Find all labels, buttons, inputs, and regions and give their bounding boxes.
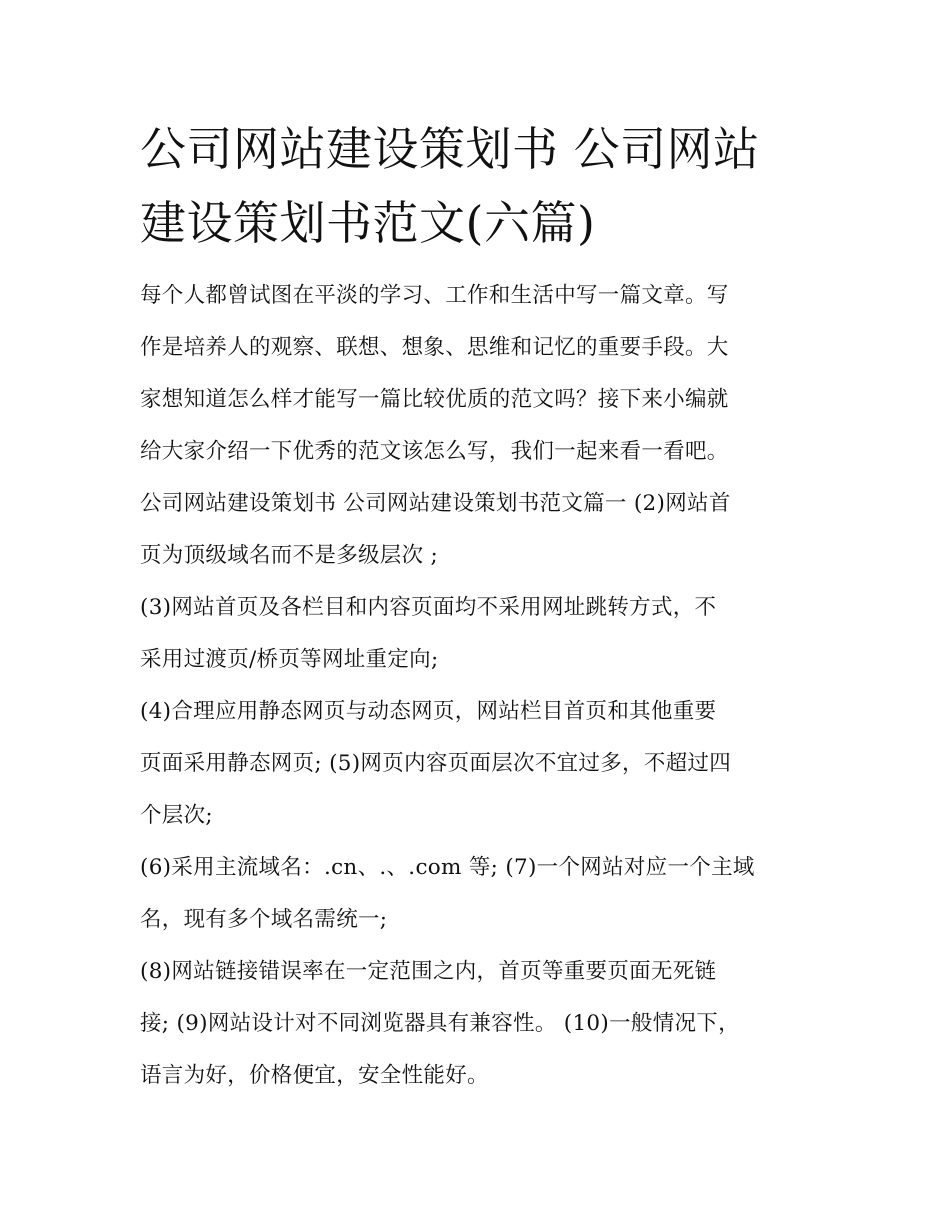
body-line: 页面采用静态网页; (5)网页内容页面层次不宜过多，不超过四: [140, 751, 732, 776]
document-page: [140, 112, 812, 1102]
body-line: (3)网站首页及各栏目和内容页面均不采用网址跳转方式，不: [140, 595, 717, 620]
body-line: 名，现有多个域名需统一;: [140, 907, 388, 932]
body-line: 页为顶级域名而不是多级层次 ;: [140, 543, 439, 568]
title-line: 建设策划书范文(六篇): [140, 196, 596, 250]
body-line: 公司网站建设策划书 公司网站建设策划书范文篇一 (2)网站首: [140, 491, 731, 516]
body-line: 语言为好，价格便宜，安全性能好。: [140, 1063, 489, 1088]
body-line: (4)合理应用静态网页与动态网页，网站栏目首页和其他重要: [140, 699, 717, 724]
body-line: 每个人都曾试图在平淡的学习、工作和生活中写一篇文章。写: [140, 283, 729, 308]
body-line: 个层次;: [140, 803, 213, 828]
body-line: 家想知道怎么样才能写一篇比较优质的范文吗？接下来小编就: [140, 387, 729, 412]
document-title: [140, 112, 812, 260]
document-body: [140, 270, 812, 1102]
title-line: 公司网站建设策划书 公司网站: [140, 122, 760, 176]
body-line: 采用过渡页/桥页等网址重定向;: [140, 647, 439, 672]
body-line: (6)采用主流域名：.cn、.、.com 等; (7)一个网站对应一个主域: [140, 855, 755, 880]
body-line: 作是培养人的观察、联想、想象、思维和记忆的重要手段。大: [140, 335, 729, 360]
body-line: 接; (9)网站设计对不同浏览器具有兼容性。 (10)一般情况下，: [140, 1011, 740, 1036]
body-line: 给大家介绍一下优秀的范文该怎么写，我们一起来看一看吧。: [140, 439, 729, 464]
body-line: (8)网站链接错误率在一定范围之内，首页等重要页面无死链: [140, 959, 717, 984]
